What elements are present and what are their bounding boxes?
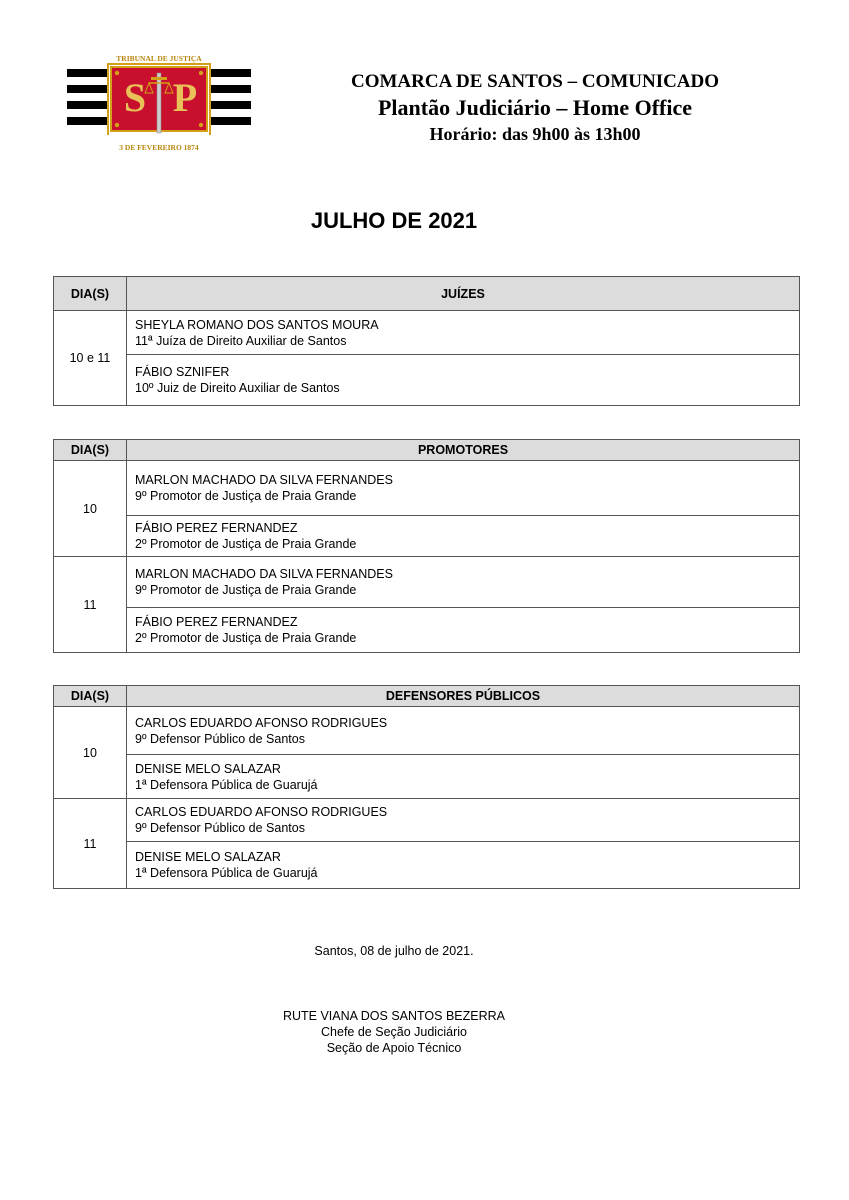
day-cell: 10	[54, 461, 127, 557]
tribunal-seal-logo	[67, 53, 251, 153]
person-cell	[127, 461, 800, 516]
person-cell	[127, 799, 800, 842]
day-cell: 11	[54, 799, 127, 889]
header-line-plantao: Plantão Judiciário – Home Office	[377, 95, 693, 120]
person-title: 1ª Defensora Pública de Guarujá	[135, 777, 318, 792]
person-title: 9º Promotor de Justiça de Praia Grande	[135, 583, 357, 597]
table-juizes	[53, 276, 800, 406]
person-title: 9º Promotor de Justiça de Praia Grande	[135, 489, 357, 503]
svg-text:TRIBUNAL DE JUSTIÇA: TRIBUNAL DE JUSTIÇA	[116, 54, 202, 63]
person-name: CARLOS EDUARDO AFONSO RODRIGUES	[135, 715, 388, 730]
person-title: 9º Defensor Público de Santos	[135, 821, 305, 835]
header-role: PROMOTORES	[127, 440, 800, 461]
person-title: 1ª Defensora Pública de Guarujá	[135, 866, 318, 880]
person-name: DENISE MELO SALAZAR	[135, 850, 281, 864]
table-promotores	[53, 439, 800, 653]
person-title: 9º Defensor Público de Santos	[135, 731, 305, 746]
person-name: FÁBIO SZNIFER	[135, 365, 230, 379]
person-name: CARLOS EDUARDO AFONSO RODRIGUES	[135, 805, 388, 819]
day-cell: 11	[54, 557, 127, 653]
place-date: Santos, 08 de julho de 2021.	[314, 944, 474, 958]
day-cell: 10	[54, 707, 127, 799]
person-title: 11ª Juíza de Direito Auxiliar de Santos	[135, 333, 347, 348]
person-title: 10º Juiz de Direito Auxiliar de Santos	[135, 381, 340, 395]
person-title: 2º Promotor de Justiça de Praia Grande	[135, 631, 357, 645]
month-title: JULHO DE 2021	[310, 208, 478, 233]
signature-block	[0, 1008, 788, 1056]
person-name: DENISE MELO SALAZAR	[135, 761, 281, 776]
person-cell	[127, 311, 800, 355]
signer-role: Chefe de Seção Judiciário	[321, 1025, 467, 1039]
person-title: 2º Promotor de Justiça de Praia Grande	[135, 537, 357, 551]
svg-text:3 DE FEVEREIRO 1874: 3 DE FEVEREIRO 1874	[119, 143, 199, 152]
person-cell	[127, 516, 800, 557]
person-name: MARLON MACHADO DA SILVA FERNANDES	[135, 473, 393, 487]
header-role: DEFENSORES PÚBLICOS	[127, 686, 800, 707]
person-cell	[127, 707, 800, 755]
day-cell: 10 e 11	[54, 311, 127, 406]
svg-text:S: S	[123, 75, 147, 120]
header-day: DIA(S)	[54, 686, 127, 707]
person-name: SHEYLA ROMANO DOS SANTOS MOURA	[135, 317, 379, 332]
signer-name: RUTE VIANA DOS SANTOS BEZERRA	[282, 1009, 506, 1023]
person-name: MARLON MACHADO DA SILVA FERNANDES	[135, 567, 393, 581]
document-header	[290, 70, 780, 146]
person-cell	[127, 608, 800, 653]
header-line-horario: Horário: das 9h00 às 13h00	[429, 124, 641, 144]
person-name: FÁBIO PEREZ FERNANDEZ	[135, 521, 298, 535]
signer-department: Seção de Apoio Técnico	[326, 1041, 462, 1055]
person-cell	[127, 842, 800, 889]
table-defensores	[53, 685, 800, 889]
header-line-comarca: COMARCA DE SANTOS – COMUNICADO	[350, 71, 720, 92]
person-cell	[127, 557, 800, 608]
header-day: DIA(S)	[54, 440, 127, 461]
header-role: JUÍZES	[127, 277, 800, 311]
person-cell	[127, 355, 800, 406]
person-cell	[127, 755, 800, 799]
header-day: DIA(S)	[54, 277, 127, 311]
svg-text:P: P	[172, 75, 198, 120]
person-name: FÁBIO PEREZ FERNANDEZ	[135, 615, 298, 629]
